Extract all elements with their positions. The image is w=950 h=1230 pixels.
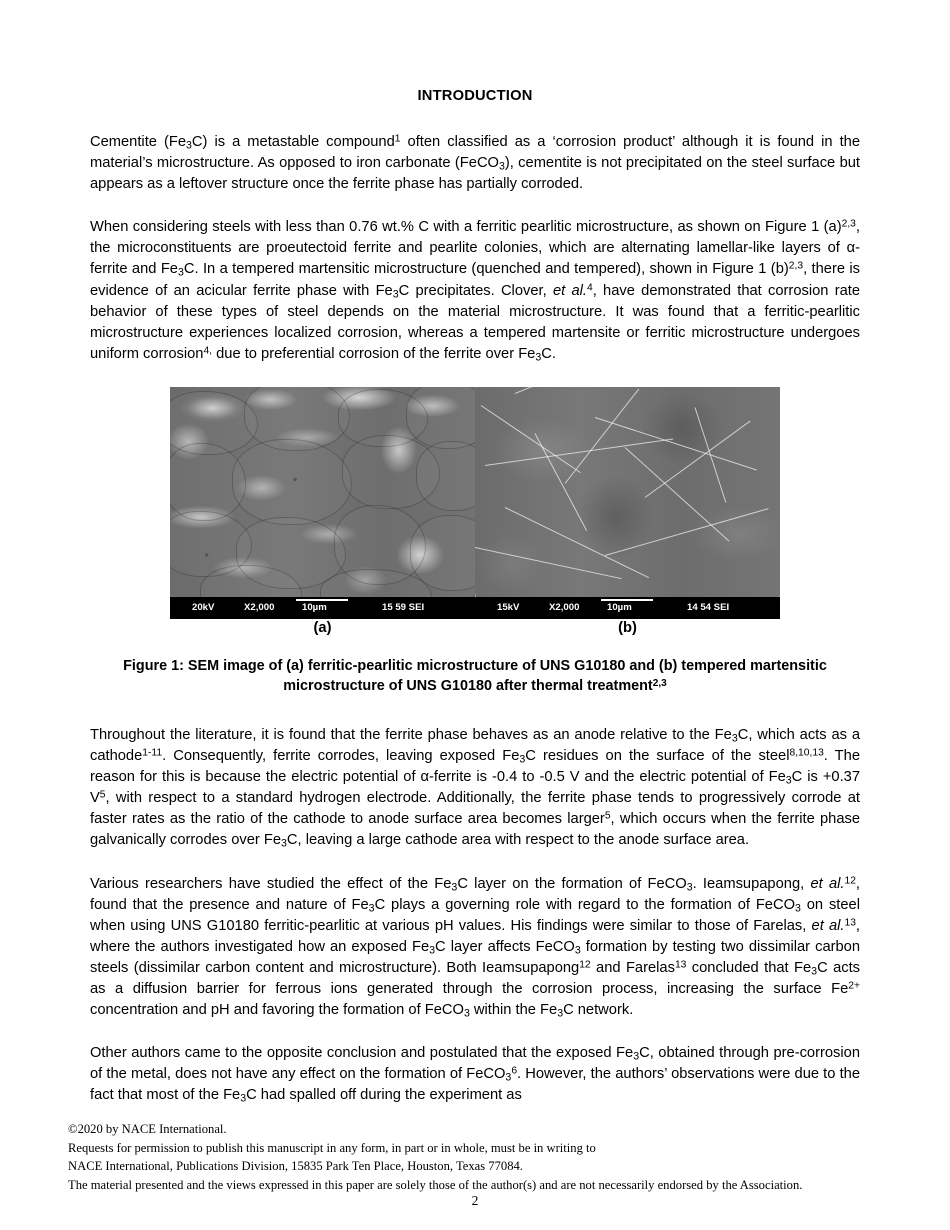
page-number: 2	[471, 1193, 479, 1208]
citation-superscript: 4	[586, 282, 593, 294]
text-run: formation by testing two dissimilar carbon steels (dissimilar carbon content and microstructure). Both Ieamsupapong	[90, 938, 861, 976]
figure-caption	[108, 656, 843, 697]
citation-superscript: 1	[394, 133, 401, 145]
subscript: 3	[519, 753, 526, 766]
text-run: When considering steels with less than 0.76 wt.% C with a ferritic pearlitic microstructure, as shown on Figure 1 (a)	[90, 219, 842, 236]
ferrite-grain	[406, 387, 475, 449]
text-run: concluded that Fe	[686, 959, 812, 976]
subscript: 3	[186, 139, 192, 152]
subscript: 3	[177, 266, 184, 279]
citation-superscript: 2,3	[788, 261, 804, 273]
text-run: ), cementite is not precipitated on the steel surface but appears as a leftover structure once the ferrite phase has partially corroded.	[90, 155, 860, 193]
text-run: C. In a tempered martensitic microstructure (quenched and tempered), shown in Figure 1 (b)	[183, 261, 789, 278]
sem-info-bars	[170, 597, 780, 619]
subscript: 3	[574, 944, 581, 957]
text-run: and Farelas	[590, 959, 675, 976]
subscript: 3	[498, 160, 505, 173]
scale-length: 10µm	[302, 602, 327, 614]
footer-line-copyright: ©2020 by NACE International.	[68, 1122, 227, 1136]
paragraph-anode-cathode	[90, 725, 860, 852]
scale-bar-icon	[296, 599, 348, 601]
text-run: C network.	[563, 1002, 634, 1019]
text-run: C layer on the formation of FeCO	[457, 875, 687, 892]
citation-superscript: 2,3	[652, 678, 667, 690]
text-run: Other authors came to the opposite conclusion and postulated that the exposed Fe	[90, 1045, 634, 1062]
text-run: , have demonstrated that corrosion rate behavior of these types of steel depends on the material microstructure. It was found that a ferritic-pearlitic microstructure experiences localized corrosion, whereas a tempered martensite or ferritic microstructure undergoes uniform corrosion	[90, 282, 861, 362]
italic-et-al: et al.	[811, 917, 845, 934]
sem-image-ferritic-pearlitic	[170, 387, 475, 597]
text-run: , there is evidence of an acicular ferrite phase with Fe	[90, 261, 861, 299]
text-run: . The reason for this is because the electric potential of α-ferrite is -0.4 to -0.5 V and the electric potential of Fe	[90, 748, 860, 786]
italic-et-al: et al.	[552, 282, 587, 299]
text-run: concentration and pH and favoring the formation of FeCO	[90, 1002, 464, 1019]
subscript: 3	[281, 837, 287, 850]
subscript: 3	[633, 1050, 640, 1063]
sem-info-bar-b	[475, 597, 780, 619]
text-run: , where the authors investigated how an exposed Fe	[90, 917, 861, 955]
text-run: C) is a metastable compound	[191, 134, 395, 150]
italic-et-al: et al.	[810, 875, 845, 892]
paragraph-microstructure	[90, 217, 860, 365]
accelerating-voltage: 20kV	[192, 602, 215, 614]
sem-image-tempered-martensite	[475, 387, 780, 597]
panel-label-b: (b)	[618, 619, 637, 636]
text-run: C plays a governing role with regard to the formation of FeCO	[374, 896, 796, 913]
citation-superscript: 13	[844, 917, 856, 929]
citation-superscript: 1-11	[142, 747, 163, 759]
paragraph-other-authors	[90, 1043, 860, 1106]
citation-superscript: 8,10,13	[789, 747, 824, 759]
sem-image-row	[170, 387, 780, 597]
copyright-footer	[68, 1120, 868, 1194]
text-run: C acts as a diffusion barrier for ferrous ions generated through the corrosion process, increasing the surface Fe	[90, 959, 861, 997]
text-run: often classified as a ‘corrosion product’ although it is found in the material’s microstructure. As opposed to iron carbonate (FeCO	[90, 134, 861, 172]
scale-bar-icon	[601, 599, 653, 601]
detector-mode: 15 59 SEI	[382, 602, 425, 614]
subscript: 3	[368, 901, 375, 914]
text-run: . However, the authors’ observations were due to the fact that most of the Fe	[90, 1066, 861, 1104]
citation-superscript: 5	[604, 811, 611, 822]
citation-superscript: 6	[511, 1065, 518, 1077]
citation-superscript: 5	[99, 789, 106, 801]
text-run: , the microconstituents are proeutectoid ferrite and pearlite colonies, which are alternating lamellar-like layers of α-ferrite and Fe	[90, 219, 860, 278]
text-run: C precipitates. Clover,	[398, 282, 553, 299]
footer-line-address: NACE International, Publications Division, 15835 Park Ten Place, Houston, Texas 77084.	[68, 1159, 523, 1174]
paragraph-researchers	[90, 874, 860, 1022]
ferrite-grain	[416, 441, 475, 511]
text-run: C, obtained through pre-corrosion of the metal, does not have any effect on the formation of FeCO	[90, 1045, 860, 1083]
text-run: , with respect to a standard hydrogen electrode. Additionally, the ferrite phase tends to progressively corrode at faster rates as the ratio of the cathode to anode surface area becomes larger	[90, 790, 860, 828]
citation-superscript: 12	[579, 959, 591, 971]
figure-1	[90, 387, 860, 636]
subscript: 3	[785, 774, 792, 787]
text-run: , found that the presence and nature of Fe	[90, 875, 861, 913]
page-content	[90, 0, 860, 1106]
scale-length: 10µm	[607, 602, 632, 614]
subscript: 3	[505, 1071, 512, 1084]
text-run: C residues on the surface of the steel	[525, 748, 790, 765]
text-run: C, which acts as a cathode	[90, 726, 860, 765]
text-run: Throughout the literature, it is found that the ferrite phase behaves as an anode relative to the Fe	[90, 726, 732, 743]
text-run: C is +0.37 V	[90, 769, 860, 807]
ferrite-grain	[232, 439, 352, 525]
subscript: 3	[535, 351, 542, 364]
text-run: C, leaving a large cathode area with respect to the anode surface area.	[286, 832, 750, 849]
sem-image-pair	[170, 387, 780, 636]
subscript: 3	[429, 944, 436, 957]
text-run: on steel when using UNS G10180 ferritic-pearlitic at various pH values. His findings were similar to those of Farelas,	[90, 896, 860, 934]
subscript: 3	[557, 1007, 564, 1020]
citation-superscript: 2,3	[841, 218, 856, 230]
footer-line-disclaimer: The material presented and the views expressed in this paper are solely those of the author(s) and are not necessarily endorsed by the Association.	[68, 1177, 803, 1192]
text-run: , which occurs when the ferrite phase galvanically corrodes over Fe	[90, 811, 861, 849]
text-run: within the Fe	[469, 1002, 558, 1019]
subscript: 3	[392, 287, 399, 300]
subscript: 3	[240, 1092, 247, 1105]
panel-labels	[170, 620, 780, 636]
text-run: C.	[541, 345, 556, 362]
martensite-packet-shading	[475, 387, 780, 597]
detector-mode: 14 54 SEI	[687, 602, 730, 614]
panel-label-a: (a)	[313, 619, 332, 636]
text-run: . Consequently, ferrite corrodes, leaving exposed Fe	[162, 748, 520, 765]
page-title: INTRODUCTION	[417, 88, 533, 104]
citation-superscript: 13	[674, 959, 687, 971]
sem-info-bar-a	[170, 597, 475, 619]
text-run: Cementite (Fe	[90, 134, 187, 150]
text-run: C layer affects FeCO	[435, 938, 575, 955]
text-run: C had spalled off during the experiment as	[246, 1087, 522, 1104]
text-run: Figure 1: SEM image of (a) ferritic-pearlitic microstructure of UNS G10180 and (b) tempered martensitic microstructure of UNS G10180 after thermal treatment	[123, 657, 827, 695]
accelerating-voltage: 15kV	[497, 602, 520, 614]
charge-superscript: 2+	[848, 980, 860, 992]
footer-line-permission: Requests for permission to publish this manuscript in any form, in part or in whole, must be in writing to	[68, 1140, 596, 1155]
text-run: Various researchers have studied the effect of the Fe	[90, 875, 452, 892]
citation-superscript: 4,	[203, 345, 213, 357]
subscript: 3	[811, 965, 818, 978]
magnification: X2,000	[549, 602, 580, 614]
magnification: X2,000	[244, 602, 275, 614]
text-run: . Ieamsupapong,	[692, 875, 811, 892]
subscript: 3	[731, 732, 738, 745]
paragraph-cementite	[90, 132, 860, 195]
subscript: 3	[451, 880, 458, 893]
text-run: due to preferential corrosion of the ferrite over Fe	[212, 345, 536, 362]
subscript: 3	[686, 880, 693, 893]
citation-superscript: 12	[844, 875, 856, 887]
subscript: 3	[795, 901, 801, 914]
subscript: 3	[463, 1007, 470, 1020]
